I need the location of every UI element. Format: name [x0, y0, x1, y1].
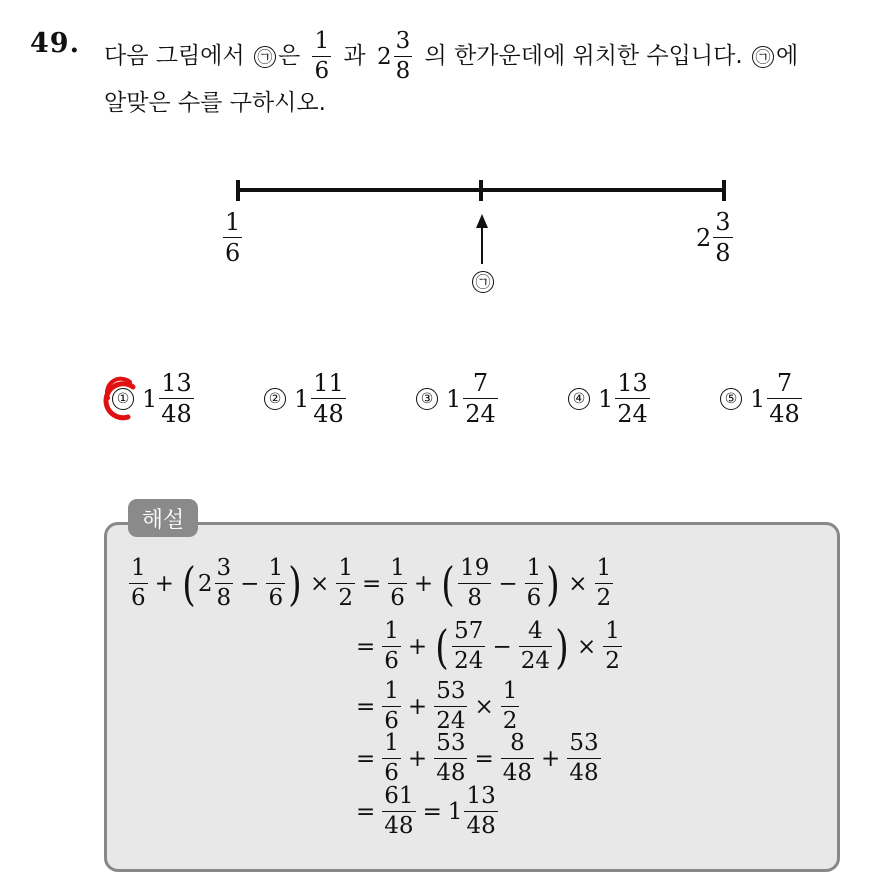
solution-line-3: = $\frac{1}{6}$ + $\frac{53}{24}$ × $\frac{1}{2}$: [356, 678, 518, 734]
option-2-mark: ②: [264, 388, 286, 410]
marker-giyeok-icon-2: ㉠: [752, 46, 774, 68]
solution-line-2: = $\frac{1}{6}$ + ( $\frac{57}{24}$ − $\frac{4}{24}$ ) × $\frac{1}{2}$: [356, 618, 620, 674]
marker-giyeok-label: ㉠: [472, 271, 494, 293]
option-3[interactable]: ③ 1 $\frac{7}{24}$: [416, 371, 499, 426]
option-2[interactable]: ② 1 $\frac{11}{48}$: [264, 371, 347, 426]
question-number: 49.: [30, 28, 80, 59]
option-5[interactable]: ⑤ 1 $\frac{7}{48}$: [720, 371, 803, 426]
marker-giyeok-icon: ㉠: [254, 46, 276, 68]
up-arrow-icon: [476, 214, 488, 228]
question-text-1: 다음 그림에서: [104, 43, 245, 69]
label-left: $\frac{1}{6}$: [225, 208, 241, 267]
question-text-2: 은: [277, 43, 301, 69]
option-3-mark: ③: [416, 388, 438, 410]
option-1-mark: ①: [112, 388, 134, 410]
solution-tab: 해설: [128, 499, 198, 537]
option-5-mark: ⑤: [720, 388, 742, 410]
label-right: 2 $\frac{3}{8}$: [696, 208, 731, 267]
question-text-4: 에: [775, 43, 799, 69]
question-text-3: 의 한가운데에 위치한 수입니다.: [424, 43, 743, 69]
solution-line-4: = $\frac{1}{6}$ + $\frac{53}{48}$ = $\frac{8}{48}$ + $\frac{53}{48}$: [356, 730, 599, 786]
fraction-one-sixth: $\frac{1}{6}$: [314, 28, 330, 84]
mixed-two-three-eighths: 2 $\frac{3}{8}$: [376, 28, 411, 84]
option-4[interactable]: ④ 1 $\frac{13}{24}$: [568, 371, 651, 426]
solution-line-1: $\frac{1}{6}$ + ( 2 $\frac{3}{8}$ − $\frac{1}{6}$ ) × $\frac{1}{2}$ = $\frac{1}{6}$ + ( $\frac{19}{8}$ − $\frac{1}{6}$ ) × $\frac{1}{2}$: [131, 555, 612, 611]
solution-line-5: = $\frac{61}{48}$ = 1 $\frac{13}{48}$: [356, 783, 496, 839]
question-line-2: 알맞은 수를 구하시오.: [104, 90, 326, 116]
option-4-mark: ④: [568, 388, 590, 410]
option-1[interactable]: ① 1 $\frac{13}{48}$: [112, 371, 195, 426]
question-text-and: 과: [343, 43, 366, 69]
